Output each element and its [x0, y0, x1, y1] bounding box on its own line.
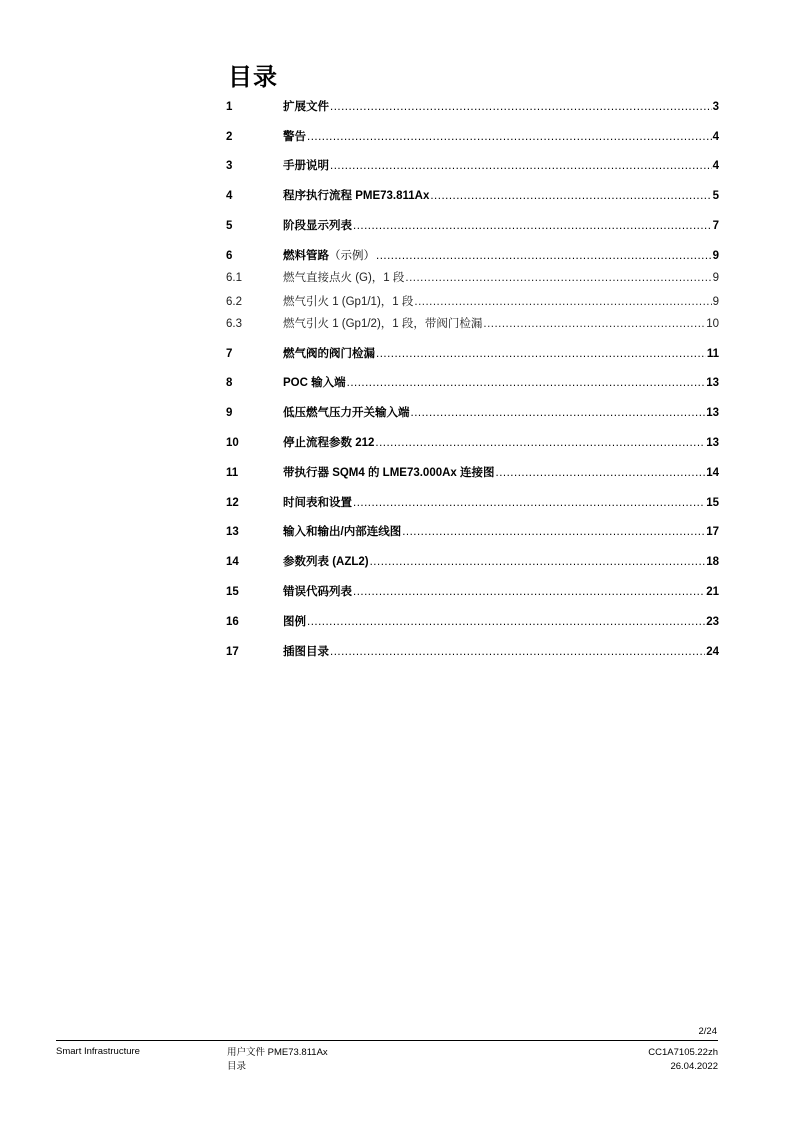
toc-dot-leader [375, 434, 705, 452]
toc-entry-page: 18 [706, 556, 719, 568]
toc-entry-title-text: 错误代码列表 [283, 586, 352, 598]
toc-entry-title [283, 553, 369, 571]
toc-entry-title-text: 时间表和设置 [283, 497, 352, 509]
toc-dot-leader [414, 293, 711, 311]
toc-entry-title [283, 583, 352, 601]
toc-entry[interactable] [226, 315, 719, 333]
toc-entry-line [283, 157, 719, 175]
footer-divider [56, 1040, 718, 1041]
toc-entry-title-text: 程序执行流程 PME73.811Ax [283, 190, 430, 202]
toc-entry-page: 5 [712, 190, 719, 202]
toc-dot-leader [353, 583, 705, 601]
toc-entry-title-text: 燃气引火 1 (Gp1/1)，1 段 [283, 296, 414, 308]
toc-dot-leader [405, 269, 711, 287]
toc-entry-line [283, 464, 719, 482]
toc-dot-leader [330, 157, 712, 175]
toc-entry-page: 17 [706, 526, 719, 538]
toc-entry-page: 4 [712, 160, 719, 172]
toc-entry-number: 11 [226, 467, 239, 479]
toc-entry-title-text: 图例 [283, 616, 306, 628]
toc-entry-line [283, 98, 719, 116]
toc-entry-title-text: 燃气阀的阀门检漏 [283, 348, 375, 360]
toc-entry-number: 1 [226, 101, 233, 113]
toc-entry-line [283, 374, 719, 392]
toc-entry[interactable] [226, 98, 719, 116]
toc-entry-number: 16 [226, 616, 239, 628]
toc-entry-page: 13 [706, 407, 719, 419]
toc-entry-title-text: 停止流程参数 212 [283, 437, 375, 449]
footer-date: 26.04.2022 [670, 1061, 718, 1072]
toc-entry-title [283, 374, 346, 392]
toc-entry-line [283, 128, 719, 146]
toc-dot-leader [347, 374, 706, 392]
toc-entry-page: 21 [706, 586, 719, 598]
toc-entry-page: 9 [712, 272, 719, 284]
toc-entry-page: 4 [712, 131, 719, 143]
footer-document [227, 1046, 328, 1074]
toc-entry-line [283, 217, 719, 235]
toc-entry[interactable] [226, 345, 719, 363]
toc-entry[interactable] [226, 523, 719, 541]
toc-entry-title [283, 98, 329, 116]
toc-entry-title-text: 燃料管路 [283, 250, 329, 262]
toc-entry[interactable] [226, 374, 719, 392]
toc-entry-number: 6.2 [226, 296, 242, 308]
toc-entry-number: 6 [226, 250, 233, 262]
toc-entry-title-text: 输入和输出/内部连线图 [283, 526, 402, 538]
toc-entry-number: 6.1 [226, 272, 242, 284]
toc-dot-leader [353, 494, 705, 512]
toc-entry-line [283, 269, 719, 287]
toc-entry[interactable] [226, 157, 719, 175]
toc-entry-page: 11 [706, 348, 719, 360]
toc-entry-page: 13 [706, 437, 719, 449]
toc-entry-title [283, 247, 375, 265]
toc-entry-page: 7 [712, 220, 719, 232]
toc-entry-title [283, 494, 352, 512]
toc-dot-leader [496, 464, 706, 482]
toc-entry-title [283, 157, 329, 175]
toc-entry[interactable] [226, 247, 719, 265]
toc-entry-title [283, 269, 404, 287]
toc-entry-page: 3 [712, 101, 719, 113]
toc-dot-leader [402, 523, 705, 541]
toc-entry-title [283, 523, 401, 541]
toc-entry-title [283, 315, 482, 333]
toc-entry-number: 13 [226, 526, 239, 538]
toc-entry-page: 14 [706, 467, 719, 479]
toc-dot-leader [307, 128, 712, 146]
footer-reference [648, 1046, 718, 1074]
toc-entry-number: 17 [226, 646, 239, 658]
toc-entry-number: 4 [226, 190, 233, 202]
toc-entry[interactable] [226, 643, 719, 661]
toc-dot-leader [370, 553, 706, 571]
toc-entry-title [283, 293, 413, 311]
toc-dot-leader [330, 98, 712, 116]
toc-entry-line [283, 315, 719, 333]
toc-entry-line [283, 583, 719, 601]
footer-document-code: CC1A7105.22zh [648, 1047, 718, 1058]
toc-entry-title-text: 扩展文件 [283, 101, 329, 113]
toc-entry-line [283, 247, 719, 265]
toc-entry-number: 9 [226, 407, 233, 419]
toc-entry-title-text: 插图目录 [283, 646, 329, 658]
toc-entry-title [283, 464, 495, 482]
toc-entry-number: 8 [226, 377, 233, 389]
toc-entry-title-text: 警告 [283, 131, 306, 143]
footer-company: Smart Infrastructure [56, 1046, 140, 1057]
toc-entry[interactable] [226, 434, 719, 452]
toc-entry-page: 10 [706, 318, 719, 330]
toc-entry-line [283, 613, 719, 631]
toc-entry-line [283, 553, 719, 571]
toc-entry-page: 9 [712, 250, 719, 262]
toc-entry-title-text: 低压燃气压力开关输入端 [283, 407, 410, 419]
toc-dot-leader [376, 345, 706, 363]
toc-dot-leader [307, 613, 705, 631]
toc-entry-number: 2 [226, 131, 233, 143]
toc-entry-line [283, 404, 719, 422]
toc-entry-title [283, 643, 329, 661]
toc-entry-title [283, 187, 429, 205]
toc-entry-line [283, 523, 719, 541]
toc-entry-title [283, 613, 306, 631]
toc-dot-leader [353, 217, 712, 235]
toc-entry-title-text: 参数列表 (AZL2) [283, 556, 369, 568]
toc-entry-title-text: 燃气引火 1 (Gp1/2)，1 段，带阀门检漏 [283, 318, 483, 330]
toc-dot-leader [330, 643, 705, 661]
toc-entry[interactable] [226, 217, 719, 235]
toc-entry-title [283, 345, 375, 363]
toc-entry-number: 14 [226, 556, 239, 568]
toc-entry-title-text: 燃气直接点火 (G)，1 段 [283, 272, 405, 284]
toc-entry-number: 5 [226, 220, 233, 232]
toc-entry-line [283, 293, 719, 311]
footer-section-name: 目录 [227, 1061, 247, 1072]
toc-entry-page: 23 [706, 616, 719, 628]
toc-entry-number: 15 [226, 586, 239, 598]
toc-dot-leader [376, 247, 712, 265]
toc-entry-page: 13 [706, 377, 719, 389]
toc-entry-page: 9 [712, 296, 719, 308]
toc-entry-number: 12 [226, 497, 239, 509]
toc-entry-number: 6.3 [226, 318, 242, 330]
toc-entry-title [283, 217, 352, 235]
toc-dot-leader [483, 315, 705, 333]
toc-entry-title [283, 128, 306, 146]
toc-entry-number: 10 [226, 437, 239, 449]
toc-entry-line [283, 494, 719, 512]
toc-entry-line [283, 345, 719, 363]
toc-dot-leader [411, 404, 706, 422]
footer-document-title: 用户文件 PME73.811Ax [227, 1047, 328, 1058]
toc-entry[interactable] [226, 128, 719, 146]
toc-entry-page: 24 [706, 646, 719, 658]
toc-entry-line [283, 434, 719, 452]
toc-entry-line [283, 187, 719, 205]
toc-entry[interactable] [226, 187, 719, 205]
toc-entry-number: 3 [226, 160, 233, 172]
toc-entry[interactable] [226, 494, 719, 512]
page-number: 2/24 [698, 1026, 717, 1037]
toc-entry[interactable] [226, 404, 719, 422]
toc-entry-title-text: 带执行器 SQM4 的 LME73.000Ax 连接图 [283, 467, 495, 479]
toc-entry[interactable] [226, 583, 719, 601]
page-title: 目录 [228, 63, 278, 91]
toc-entry[interactable] [226, 553, 719, 571]
toc-entry-number: 7 [226, 348, 233, 360]
toc-entry[interactable] [226, 269, 719, 287]
toc-entry-line [283, 643, 719, 661]
toc-entry-title-text: POC 输入端 [283, 377, 346, 389]
toc-entry[interactable] [226, 464, 719, 482]
toc-entry-title-text: 阶段显示列表 [283, 220, 352, 232]
toc-entry[interactable] [226, 293, 719, 311]
toc-entry-page: 15 [706, 497, 719, 509]
toc-entry-title-text: 手册说明 [283, 160, 329, 172]
toc-entry-title [283, 404, 410, 422]
toc-entry[interactable] [226, 613, 719, 631]
toc-dot-leader [430, 187, 711, 205]
toc-entry-title [283, 434, 374, 452]
toc-entry-note: （示例） [329, 250, 375, 262]
